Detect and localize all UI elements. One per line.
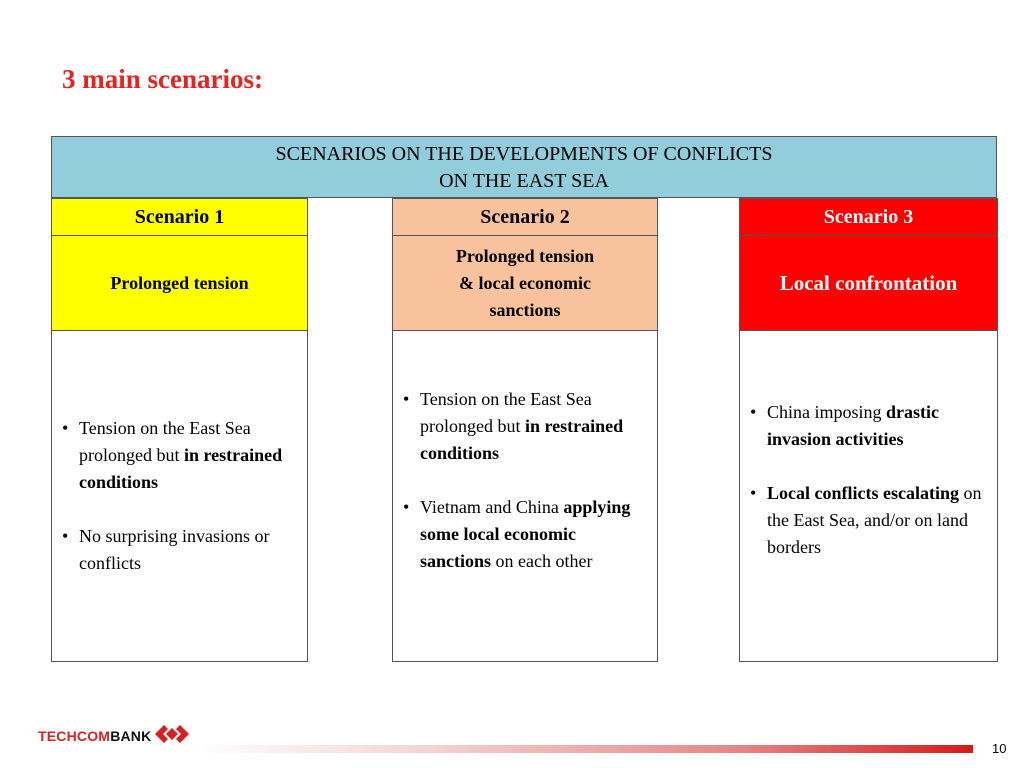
scenario-1-heading: Scenario 1 xyxy=(52,199,307,236)
bullet-item: • China imposing drastic invasion activities xyxy=(748,399,991,453)
table-header xyxy=(51,136,997,198)
scenario-2-subtitle: Prolonged tension & local economic sanctions xyxy=(393,236,657,331)
techcombank-logo-icon xyxy=(155,723,189,750)
footer-gradient-bar xyxy=(196,745,973,753)
scenario-2-column xyxy=(392,198,658,662)
scenario-3-bullets xyxy=(740,399,997,561)
bullet-item: • No surprising invasions or conflicts xyxy=(60,523,301,577)
scenario-2-body xyxy=(393,331,657,661)
page-number: 10 xyxy=(992,741,1007,756)
table-header-line2: ON THE EAST SEA xyxy=(439,170,609,192)
bullet-item: • Tension on the East Sea prolonged but in restrained conditions xyxy=(401,386,651,467)
scenario-1-subtitle: Prolonged tension xyxy=(52,236,307,331)
techcombank-logo xyxy=(38,722,189,750)
scenario-3-subtitle: Local confrontation xyxy=(740,236,997,331)
scenario-3-body xyxy=(740,331,997,661)
logo-wordmark: TECHCOMBANK xyxy=(38,728,152,744)
scenario-1-column xyxy=(51,198,308,662)
scenario-1-bullets xyxy=(52,415,307,577)
scenario-3-heading: Scenario 3 xyxy=(740,199,997,236)
bullet-item: • Local conflicts escalating on the East Sea, and/or on land borders xyxy=(748,480,991,561)
bullet-item: • Tension on the East Sea prolonged but in restrained conditions xyxy=(60,415,301,496)
scenario-2-bullets xyxy=(393,386,657,575)
scenario-2-heading: Scenario 2 xyxy=(393,199,657,236)
scenario-1-body xyxy=(52,331,307,661)
bullet-item: • Vietnam and China applying some local economic sanctions on each other xyxy=(401,494,651,575)
scenario-3-column xyxy=(739,198,998,662)
table-header-line1: SCENARIOS ON THE DEVELOPMENTS OF CONFLICTS xyxy=(275,143,773,165)
slide-title: 3 main scenarios: xyxy=(62,64,263,94)
